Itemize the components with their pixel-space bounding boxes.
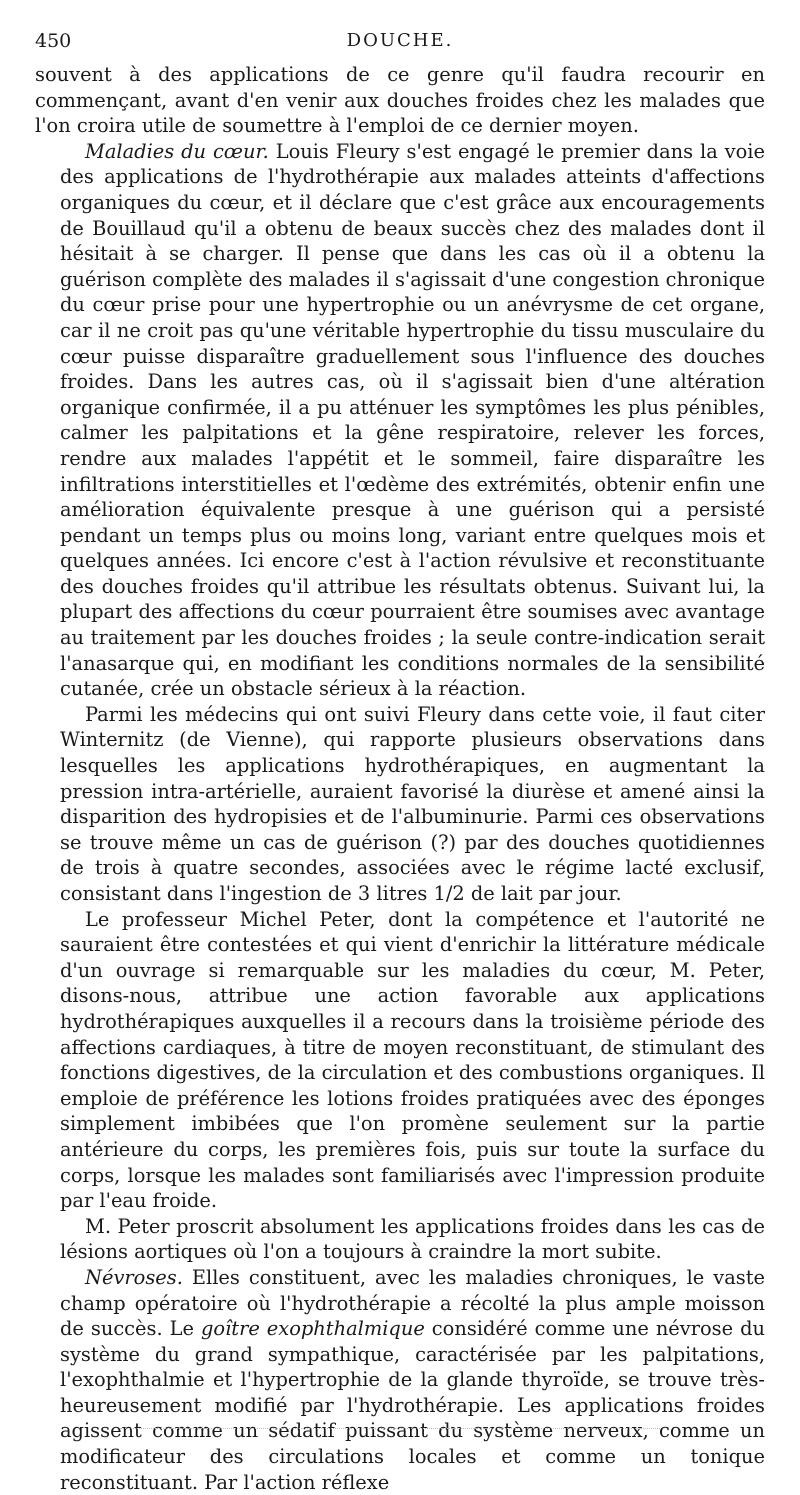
paragraph-nevroses — [60, 1265, 765, 1495]
page-number: 450 — [35, 30, 72, 52]
paragraph-peter-proscrit: M. Peter proscrit absolument les applications froides dans les cas de lésions aortiques où l'on a toujours à craindre la mort subite. — [60, 1214, 765, 1264]
italic-term: goître exophthalmique — [200, 1317, 425, 1341]
paragraph-text: Elles constituent, avec les maladies chroniques, le vaste champ opératoire où l'hydrothérapie a récolté la plus ample moisson de succès. Le — [60, 1265, 765, 1341]
paragraph-text: Louis Fleury s'est engagé le premier dans la voie des applications de l'hydrothérapie aux malades atteints d'affections organiques du cœur, et il déclare que c'est grâce aux encouragements de Bouillaud qu'il a obtenu de beaux succès chez des malades dont il hésitait à se charger. Il pense que dans les cas où il a obtenu la guérison complète des malades il s'agissait d'une congestion chronique du cœur prise pour une hypertrophie ou un anévrysme de cet organe, car il ne croit pas qu'une véritable hypertrophie du tissu musculaire du cœur puisse disparaître graduellement sous l'influence des douches froides. Dans les autres cas, où il s'agissait bien d'une altération organique confirmée, il a pu atténuer les symptômes les plus pénibles, calmer les palpitations et la gêne respiratoire, relever les forces, rendre aux malades l'appétit et le sommeil, faire disparaître les infiltrations interstitielles et l'œdème des extrémités, obtenir enfin une amélioration équivalente presque à une guérison qui a persisté pendant un temps plus ou moins long, variant entre quelques mois et quelques années. Ici encore c'est à l'action révulsive et reconstituante des douches froides qu'il attribue les résultats obtenus. Suivant lui, la plupart des affections du cœur pourraient être soumises avec avantage au traitement par les douches froides ; la seule contre-indication serait l'anasarque qui, en modifiant les conditions normales de la sensibilité cutanée, crée un obstacle sérieux à la réaction. — [60, 139, 765, 701]
paragraph-continuation: souvent à des applications de ce genre qu'il faudra recourir en commençant, avant d'en venir aux douches froides chez les malades que l'on croira utile de soumettre à l'emploi de ce dernier moyen. — [35, 63, 765, 138]
footer-rule — [120, 1428, 660, 1429]
body-text — [35, 62, 765, 1495]
paragraph-maladies-du-coeur — [60, 139, 765, 702]
section-lead-nevroses: Névroses. — [85, 1265, 183, 1289]
page-header — [35, 30, 765, 56]
running-title: DOUCHE. — [346, 30, 454, 51]
section-lead-maladies-du-coeur: Maladies du cœur. — [85, 139, 269, 163]
paragraph-winternitz: Parmi les médecins qui ont suivi Fleury dans cette voie, il faut citer Winternitz (de Vienne), qui rapporte plusieurs observations dans lesquelles les applications hydrothérapiques, en augmentant la pression intra-artérielle, auraient favorisé la diurèse et amené ainsi la disparition des hydropisies et de l'albuminurie. Parmi ces observations se trouve même un cas de guérison (?) par des douches quotidiennes de trois à quatre secondes, associées avec le régime lacté exclusif, consistant dans l'ingestion de 3 litres 1/2 de lait par jour. — [60, 702, 765, 905]
paragraph-peter: Le professeur Michel Peter, dont la compétence et l'autorité ne sauraient être contestées et qui vient d'enrichir la littérature médicale d'un ouvrage si remarquable sur les maladies du cœur, M. Peter, disons-nous, attribue une action favorable aux applications hydrothérapiques auxquelles il a recours dans la troisième période des affections cardiaques, à titre de moyen reconstituant, de stimulant des fonctions digestives, de la circulation et des combustions organiques. Il emploie de préférence les lotions froides pratiquées avec des éponges simplement imbibées que l'on promène seulement sur la partie antérieure du corps, les premières fois, puis sur toute la surface du corps, lorsque les malades sont familiarisés avec l'impression produite par l'eau froide. — [60, 907, 765, 1213]
paragraph-text: considéré comme une névrose du système du grand sympathique, caractérisée par les palpitations, l'exophthalmie et l'hypertrophie de la glande thyroïde, se trouve très-heureusement modifié par l'hydrothérapie. Les applications froides agissent comme un sédatif puissant du système nerveux, comme un modificateur des circulations locales et comme un tonique reconstituant. Par l'action réflexe — [60, 1317, 765, 1494]
